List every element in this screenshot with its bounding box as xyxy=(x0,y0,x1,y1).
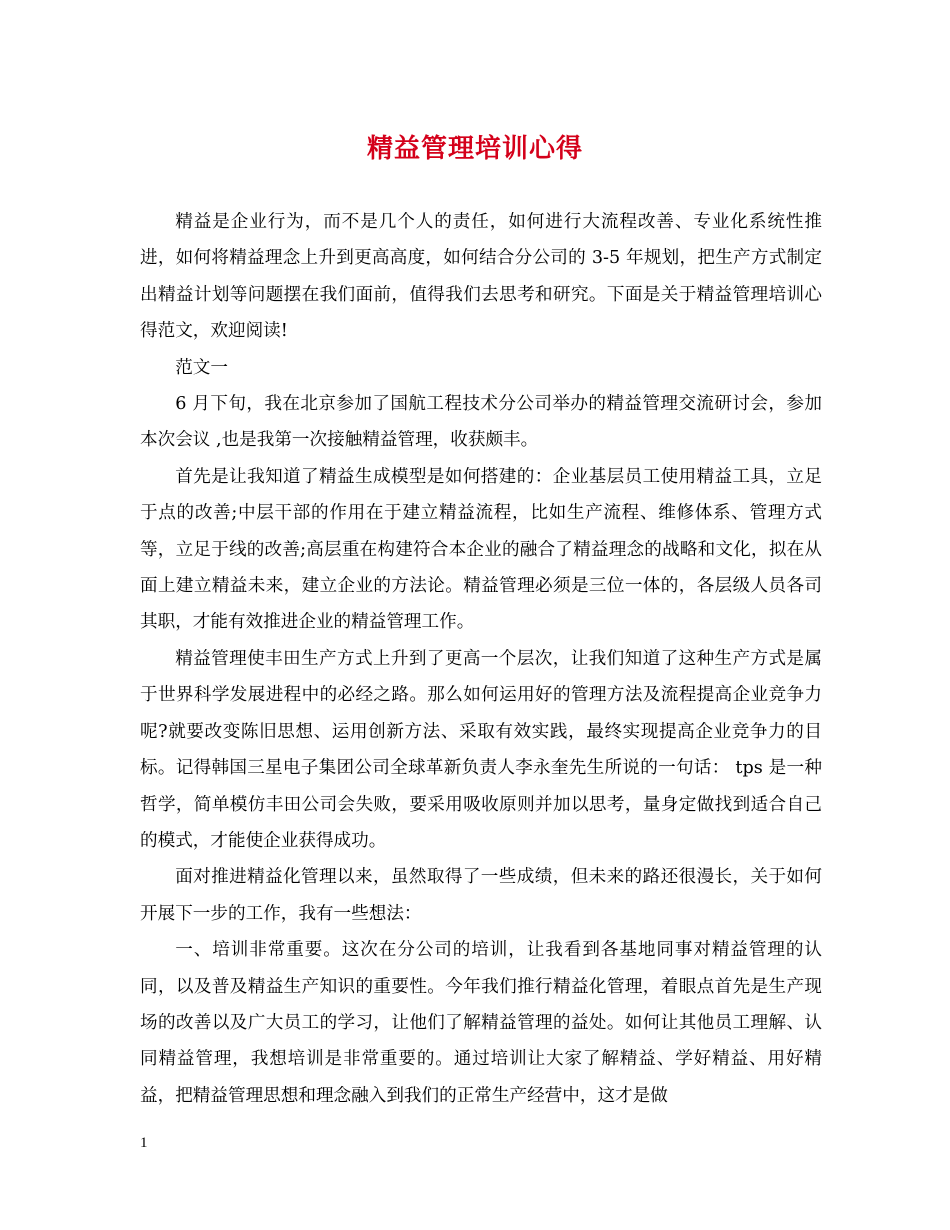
body-paragraph: 6 月下旬，我在北京参加了国航工程技术分公司举办的精益管理交流研讨会，参加本次会议 ,也是我第一次接触精益管理，收获颇丰。 xyxy=(140,394,822,451)
document-body xyxy=(140,204,822,1114)
document-title: 精益管理培训心得 xyxy=(366,134,583,164)
body-paragraph: 首先是让我知道了精益生成模型是如何搭建的：企业基层员工使用精益工具，立足于点的改善;中层干部的作用在于建立精益流程，比如生产流程、维修体系、管理方式等，立足于线的改善;高层重在构建符合本企业的融合了精益理念的战略和文化，拟在从面上建立精益未来，建立企业的方法论。精益管理必须是三位一体的，各层级人员各司其职，才能有效推进企业的精益管理工作。 xyxy=(140,466,822,633)
page-number: 1 xyxy=(140,1135,148,1151)
body-paragraph: 精益管理使丰田生产方式上升到了更高一个层次，让我们知道了这种生产方式是属于世界科学发展进程中的必经之路。那么如何运用好的管理方法及流程提高企业竞争力呢?就要改变陈旧思想、运用创新方法、采取有效实践，最终实现提高企业竞争力的目标。记得韩国三星电子集团公司全球革新负责人李永奎先生所说的一句话： tps 是一种哲学，简单模仿丰田公司会失败，要采用吸收原则并加以思考，量身定做找到适合自己的模式，才能使企业获得成功。 xyxy=(140,648,822,851)
section-heading: 范文一 xyxy=(175,357,228,378)
intro-paragraph: 精益是企业行为，而不是几个人的责任，如何进行大流程改善、专业化系统性推进，如何将精益理念上升到更高高度，如何结合分公司的 3-5 年规划，把生产方式制定出精益计划等问题摆在我们面前，值得我们去思考和研究。下面是关于精益管理培训心得范文，欢迎阅读! xyxy=(140,212,822,342)
body-paragraph: 面对推进精益化管理以来，虽然取得了一些成绩，但未来的路还很漫长，关于如何开展下一步的工作，我有一些想法： xyxy=(140,867,822,924)
body-paragraph: 一、培训非常重要。这次在分公司的培训，让我看到各基地同事对精益管理的认同，以及普及精益生产知识的重要性。今年我们推行精益化管理，着眼点首先是生产现场的改善以及广大员工的学习，让他们了解精益管理的益处。如何让其他员工理解、认同精益管理，我想培训是非常重要的。通过培训让大家了解精益、学好精益、用好精益，把精益管理思想和理念融入到我们的正常生产经营中，这才是做 xyxy=(140,940,822,1106)
